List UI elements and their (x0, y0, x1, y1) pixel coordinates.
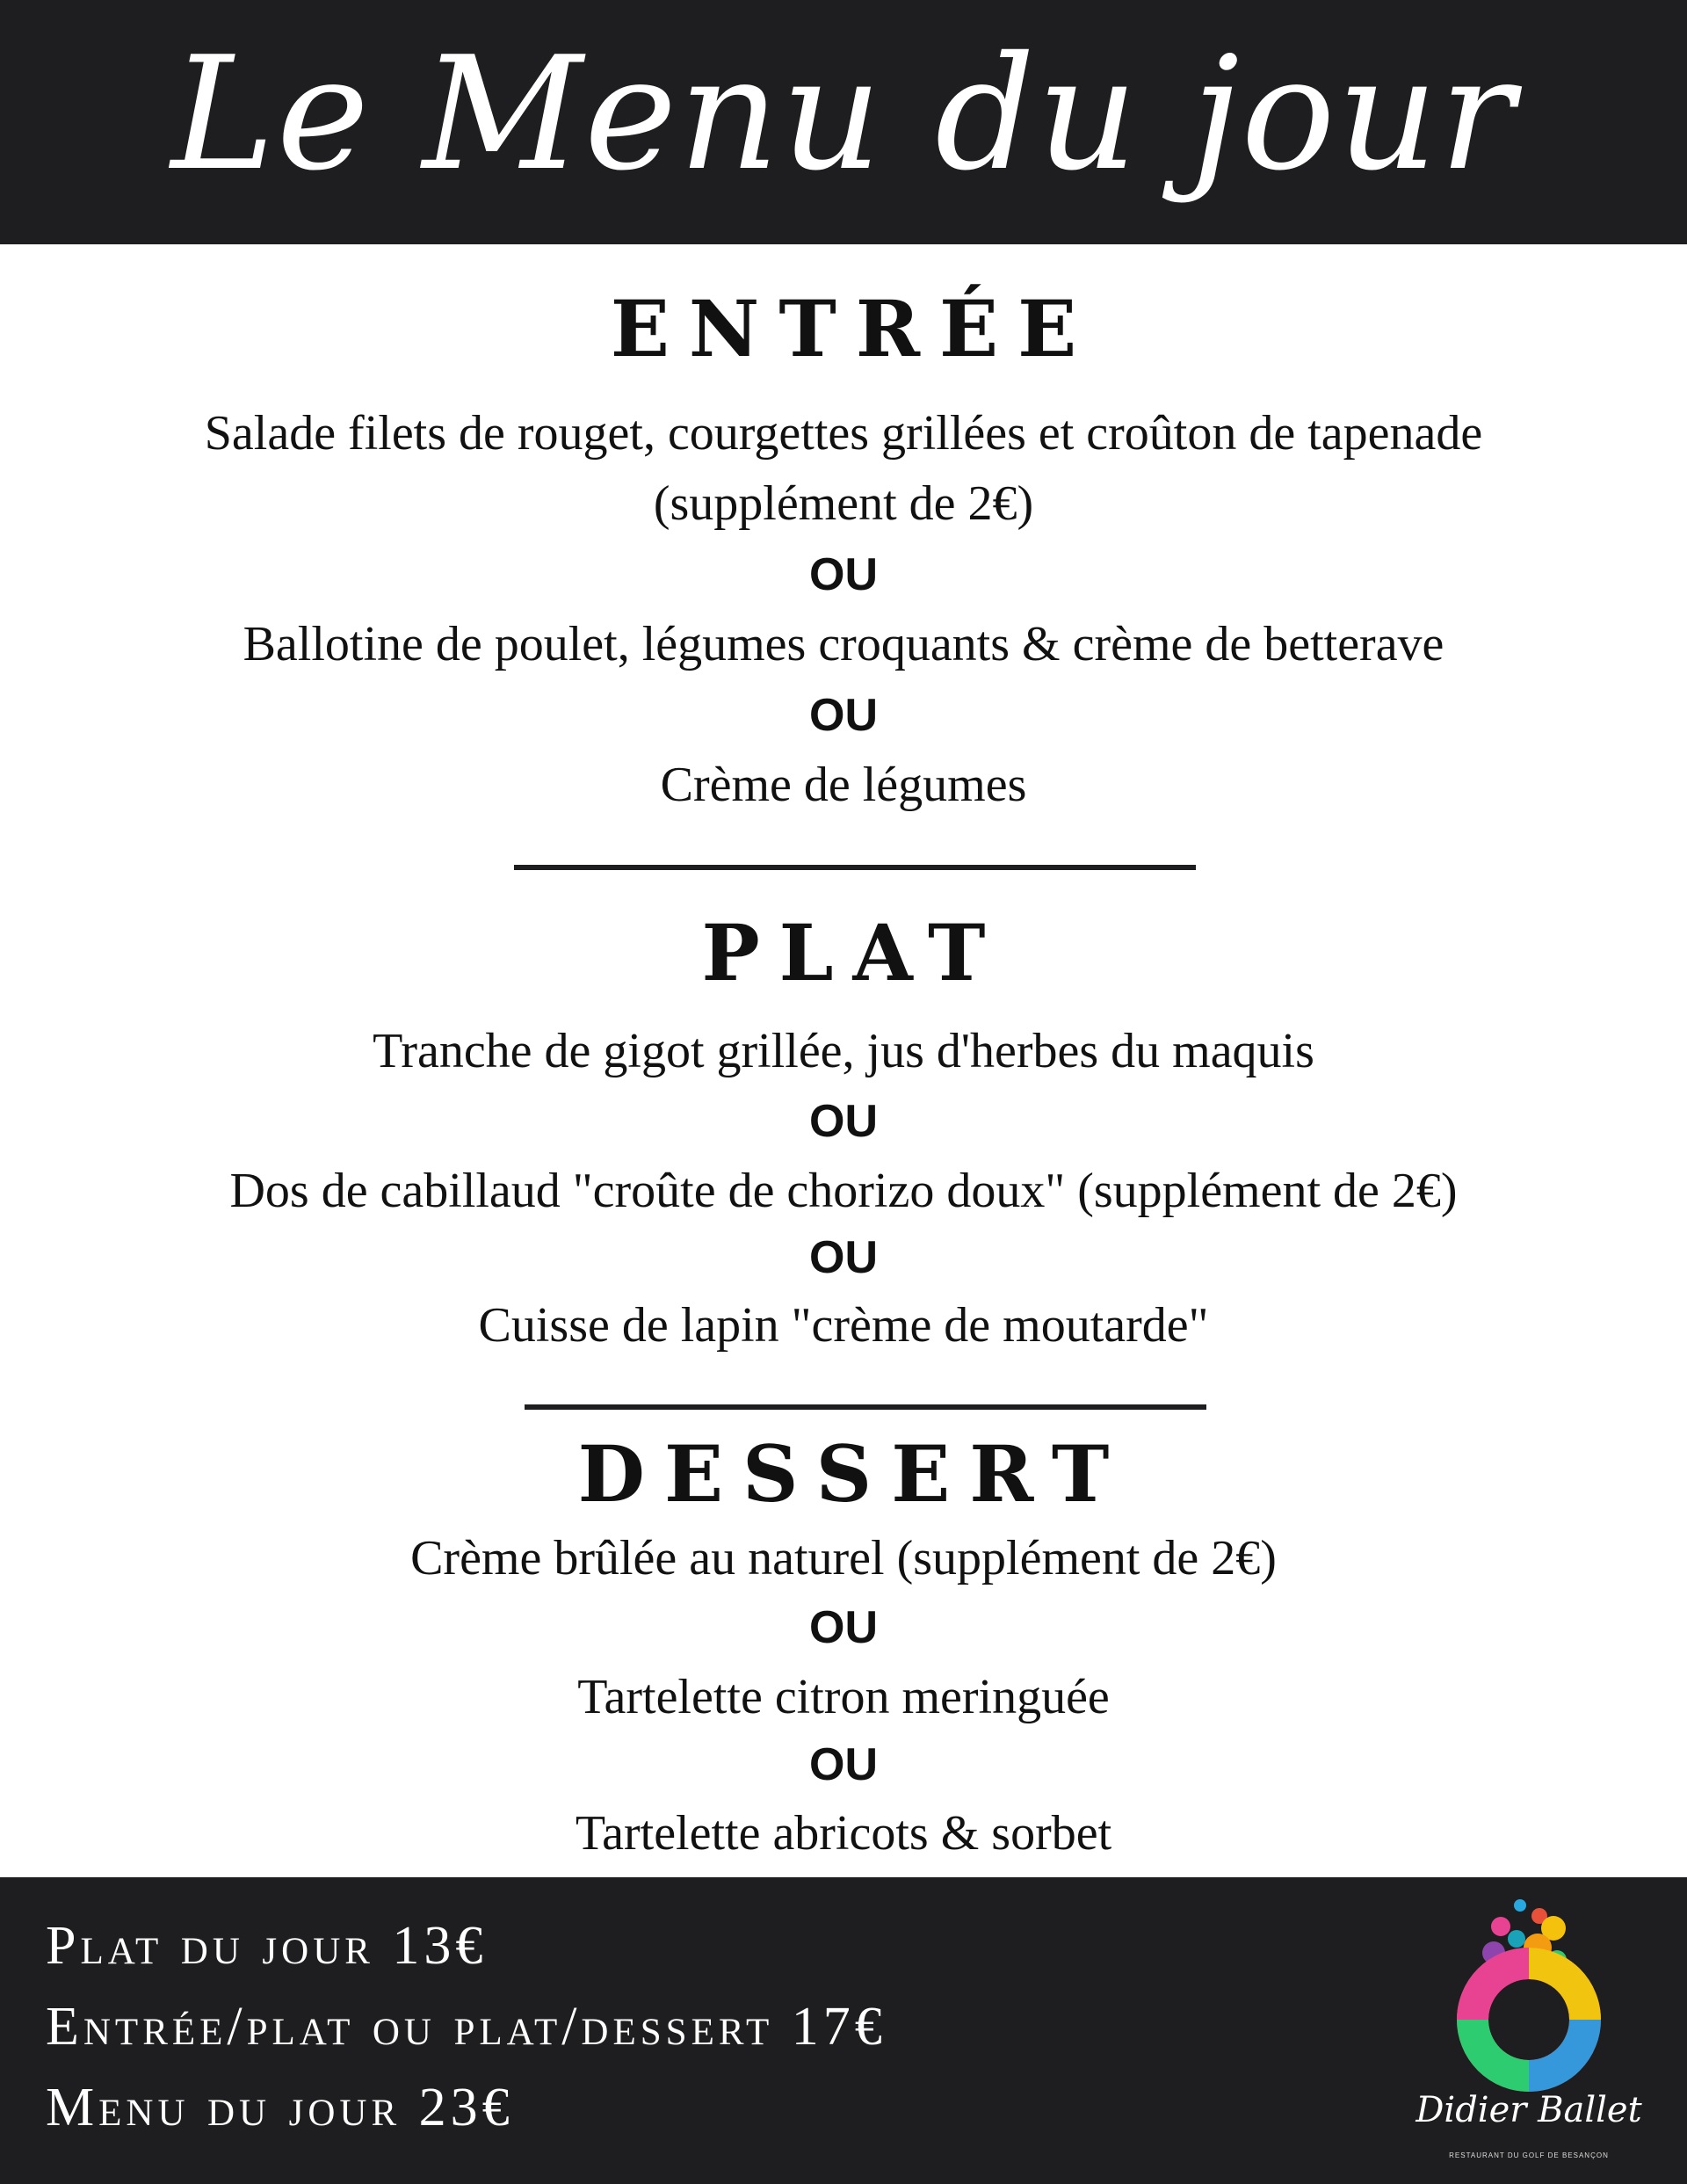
menu-item: Tranche de gigot grillée, jus d'herbes du maquis (373, 1024, 1314, 1078)
menu-item: Salade filets de rouget, courgettes grillées et croûton de tapenade (204, 406, 1483, 461)
menu-item: Tartelette citron meringuée (577, 1670, 1110, 1724)
price-line: Menu du jour 23€ (46, 2078, 514, 2137)
section-title-dessert: DESSERT (577, 1428, 1129, 1520)
menu-item: Ballotine de poulet, légumes croquants & crème de betterave (243, 617, 1444, 671)
menu-item: Dos de cabillaud "croûte de chorizo doux" (supplément de 2€) (229, 1164, 1458, 1218)
or-separator: OU (809, 690, 878, 741)
logo-subtitle: RESTAURANT DU GOLF DE BESANÇON (1449, 2151, 1609, 2159)
or-separator: OU (809, 1602, 878, 1653)
or-separator: OU (809, 1232, 878, 1283)
or-separator: OU (809, 1739, 878, 1790)
menu-item: Tartelette abricots & sorbet (575, 1806, 1112, 1861)
section-title-entree: ENTRÉE (610, 283, 1097, 374)
price-line: Entrée/plat ou plat/dessert 17€ (46, 1997, 887, 2057)
logo-name: Didier Ballet (1415, 2090, 1642, 2130)
menu-item: Crème de légumes (660, 758, 1027, 812)
menu-item-note: (supplément de 2€) (653, 476, 1034, 531)
section-title-plat: PLAT (701, 907, 1005, 998)
menu-item: Crème brûlée au naturel (supplément de 2€) (410, 1531, 1277, 1585)
or-separator: OU (809, 1096, 878, 1147)
price-line: Plat du jour 13€ (46, 1916, 488, 1976)
page-title: Le Menu du jour (170, 22, 1517, 205)
section-divider (525, 1404, 1206, 1410)
section-divider (514, 865, 1196, 870)
menu-item: Cuisse de lapin "crème de moutarde" (478, 1298, 1209, 1353)
header-band (0, 0, 1687, 244)
or-separator: OU (809, 549, 878, 600)
